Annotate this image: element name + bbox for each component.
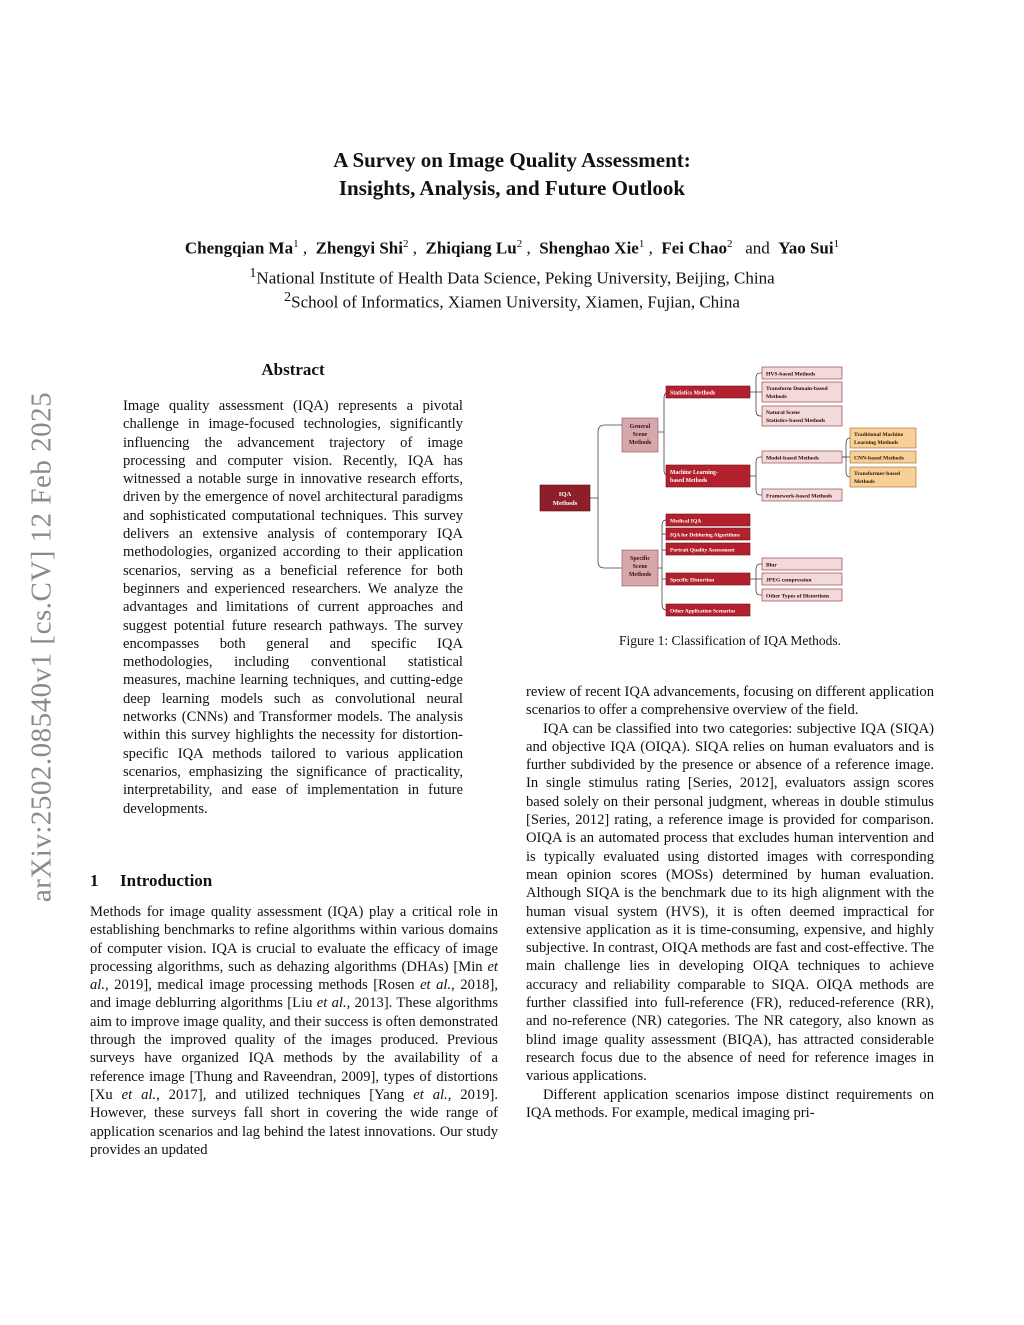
node-ml-based-methods-label: Machine Learning- [670,470,718,476]
node-portrait-quality-label: Portrait Quality Assessment [670,547,735,554]
connector-model-traditional [842,438,850,457]
node-specific-scene-label: Specific [630,556,650,562]
node-specific-scene-label: Methods [628,572,652,578]
node-traditional-ml-methods-label: Traditional Machine [854,432,904,438]
introduction-paragraph [90,903,498,1159]
node-transformer-based-methods-label: Methods [854,479,875,485]
node-transform-domain-methods-label: Transform Domain-based [766,386,828,392]
citation-etal: et al. [420,977,452,994]
affiliation-2 [0,285,1024,315]
paper-title [0,146,1024,202]
node-iqa-methods-label: Methods [552,500,578,507]
intro-text: Methods for image quality assessment (IQA) play a critical role in establishing benchmarks to refine algorithms within various domains of computer vision. IQA is crucial to evaluate the efficacy of image processing algorithms, such as dehazing algorithms (DHAs) [Min [90,904,498,975]
citation-etal: et al. [90,958,498,994]
intro-text: , 2013]. These algorithms aim to improve image quality, and their success is often demonstrated through the improved quality of the images produced. Previous surveys have organized IQA methods by the availability of a reference image [Thung and Raveendran, 2009], types of distortions [Xu [90,995,499,1103]
affiliation-mark: 1 [249,265,257,281]
affiliation-text: National Institute of Health Data Science, Peking University, Beijing, China [256,268,775,288]
citation-etal: et al. [316,995,347,1012]
connector-specific-distortion [662,568,666,579]
node-iqa-debluring-label: IQA for Debluring Algorithms [670,532,740,539]
author-conjunction: and [745,238,770,258]
node-nss-based-methods-label: Natural Scene [766,410,800,416]
node-iqa-methods [540,485,590,511]
node-nss-based-methods-label: Statistics-based Methods [766,418,826,424]
paragraph: review of recent IQA advancements, focusing on different application scenarios to offer a comprehensive overview of the field. [526,684,934,719]
author-affiliation-mark: 1 [833,238,840,250]
intro-text: , 2019]. However, these surveys fall short in covering the wide range of application scenarios and lag behind the latest innovations. Our study provides an updated [90,1086,498,1158]
node-specific-scene-label: Scene [632,564,648,570]
node-general-scene-label: Scene [632,432,648,438]
node-traditional-ml-methods-label: Learning Methods [854,440,899,446]
node-hvs-based-methods-label: HVS-based Methods [766,371,816,378]
figure-1-classification-tree [526,360,934,630]
right-column-text [526,683,934,1122]
author-affiliation-mark: 2 [727,238,733,250]
section-heading-introduction [90,871,496,891]
author-name: Shenghao Xie [539,238,639,258]
node-general-scene-label: General [629,424,651,430]
author-name: Chengqian Ma [184,238,294,258]
intro-text: , 2018], and image deblurring algorithms [Liu [90,977,498,1012]
connector-ml-model [750,457,762,476]
node-other-application-label: Other Application Scenarios [670,608,736,615]
author-name: Zhengyi Shi [315,238,403,258]
intro-text: , 2019], medical image processing methods [Rosen [105,977,421,994]
connector-model-transformer [846,457,850,477]
node-cnn-based-methods-label: CNN-based Methods [854,455,904,462]
node-medical-iqa-label: Medical IQA [670,518,702,525]
author-name: Zhiqiang Lu [425,238,517,258]
node-model-based-methods-label: Model-based Methods [766,455,819,462]
node-framework-based-methods-label: Framework-based Methods [766,493,833,500]
intro-text: , 2017], and utilized techniques [Yang [156,1086,414,1103]
node-transform-domain-methods-label: Methods [766,394,787,400]
connector-specific-other [662,579,666,610]
author-list: Chengqian Ma$^1$ , Zhengyi Shi$^2$ , Zhiqiang Lu$^2$ , Shenghao Xie$^1$ , Fei Chao$^2$ and Yao Sui$^1$ [184,238,840,258]
abstract-text: Image quality assessment (IQA) represents a pivotal challenge in image-focused technologies, significantly influencing the advancement trajectory of image processing and computer vision. Recently, IQA has witnessed a notable surge in innovative research efforts, driven by the emergence of novel architectural paradigms and sophisticated computational techniques. This survey delivers an extensive analysis of contemporary IQA methodologies, organized according to their application scenarios, serving as a beneficial reference for both beginners and experienced researchers. We analyze the advantages and limitations of current approaches and suggest potential future research pathways. The survey encompasses both general and specific IQA methodologies, including conventional statistical measures, machine learning techniques, and cutting-edge deep learning models such as convolutional neural networks (CNNs) and Transformer models. The analysis within this survey highlights the necessity for distortion-specific IQA methods tailored to various application scenarios, emphasizing the significance of practicality, interpretability, and ease of implementation in future developments. [123,398,463,817]
node-other-distortions-label: Other Types of Distortions [766,593,830,600]
paragraph: IQA can be classified into two categories: subjective IQA (SIQA) and objective IQA (OIQA). SIQA relies on human evaluators and is further subdivided by the presence or absence of a reference image. In single stimulus rating [Series, 2012], evaluators assign scores based solely on their personal judgment, whereas in double stimulus [Series, 2012] rating, a reference image is provided for comparison. OIQA is an automated process that excludes human intervention and is typically evaluated using distorted images with corresponding mean opinion scores (MOSs) determined by human evaluation. Although SIQA is the benchmark due to its high alignment with the human visual system (HVS), it is often deemed impractical for extensive application as it is time-consuming, expensive, and highly subjective. In contrast, OIQA methods are fast and cost-effective. The main challenge lies in developing OIQA techniques to achieve accuracy and reliability comparable to SIQA. OIQA methods are further classified into full-reference (FR), reduced-reference (RR), and no-reference (NR) categories. The NR category, also known as blind image quality assessment (BIQA), has attracted considerable research focus due to the absence of need for reference images in various applications. [526,720,934,1085]
node-ml-based-methods-label: based Methods [670,478,708,484]
node-general-scene-label: Methods [628,440,652,446]
node-blur-label: Blur [766,562,777,569]
affiliation-text: School of Informatics, Xiamen University, Xiamen, Fujian, China [291,292,740,312]
node-jpeg-compression-label: JPEG compression [766,577,812,584]
node-specific-distortion-label: Specific Distortion [670,577,715,584]
citation-etal: et al. [121,1086,157,1103]
connector-specific-medical [658,520,666,568]
affiliation-mark: 2 [284,289,292,305]
classification-tree-diagram [526,360,934,630]
connector-stat-nss [756,392,762,416]
citation-etal: et al. [413,1086,448,1103]
author-name: Fei Chao [661,238,727,258]
author-name: Yao Sui [778,238,834,258]
connector-root-specific [598,498,622,568]
author-affiliation-mark: 2 [402,238,409,250]
section-title: Introduction [120,871,213,890]
connector-stat-hvs [750,373,762,392]
title-line-1: A Survey on Image Quality Assessment: [333,148,691,172]
section-number: 1 [90,871,99,890]
title-line-2: Insights, Analysis, and Future Outlook [338,176,686,200]
author-affiliation-mark: 1 [638,238,645,250]
paragraph: Different application scenarios impose distinct requirements on IQA methods. For example, medical imaging pri- [526,1086,934,1121]
connector-dist-blur [750,564,762,579]
figure-1-caption: Figure 1: Classification of IQA Methods. [619,633,841,648]
abstract-heading: Abstract [261,360,325,379]
arxiv-identifier: arXiv:2502.08540v1 [cs.CV] 12 Feb 2025 [25,391,58,903]
author-affiliation-mark: 1 [293,238,299,250]
node-transformer-based-methods-label: Transformer-based [854,471,900,477]
author-affiliation-mark: 2 [516,238,523,250]
node-statistics-methods-label: Statistics Methods [670,390,716,397]
connector-root-general [590,425,622,498]
connector-ml-framework [756,476,762,495]
node-iqa-methods-label: IQA [558,491,572,498]
connector-dist-other [756,579,762,595]
arxiv-side-stamp [16,352,68,942]
